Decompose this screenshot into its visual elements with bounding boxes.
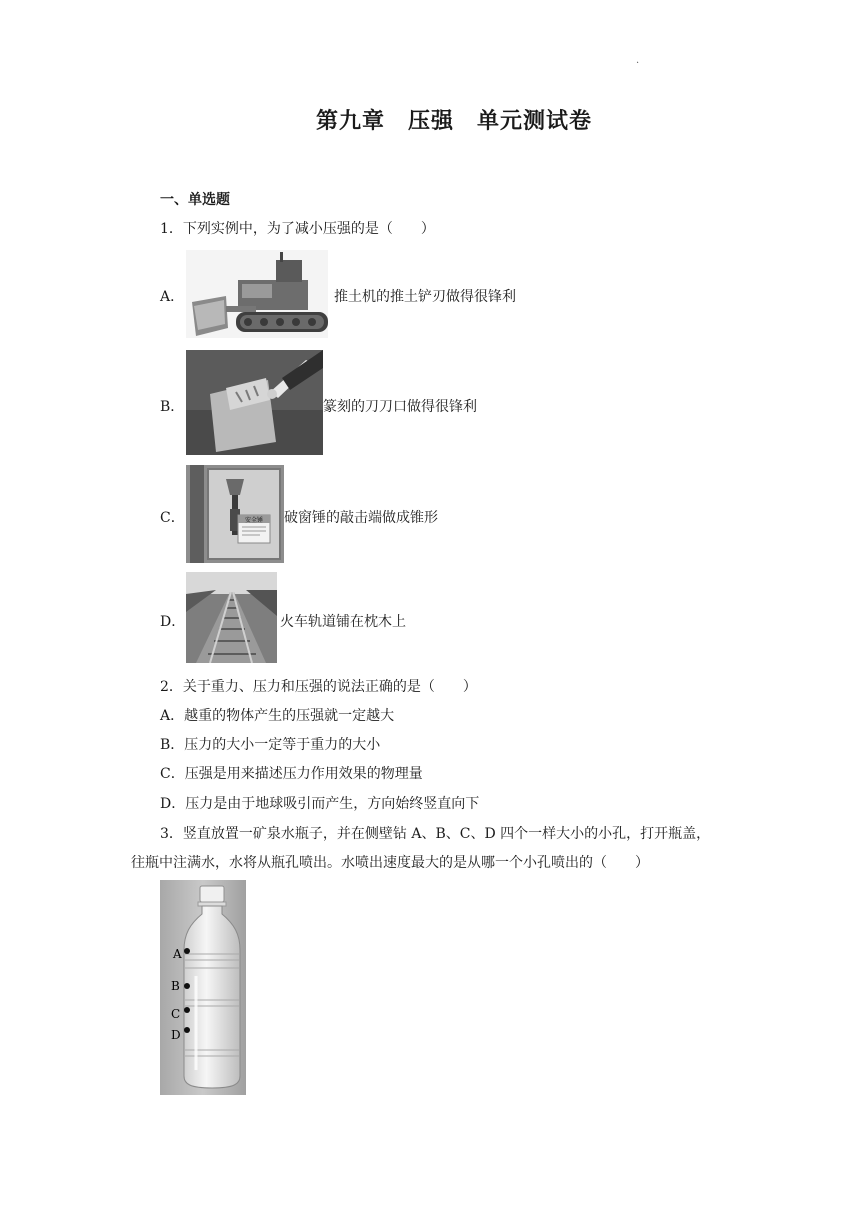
q1-option-a-letter: A． bbox=[160, 289, 185, 305]
bulldozer-photo bbox=[186, 250, 328, 338]
q1-option-d-letter: D． bbox=[160, 614, 186, 630]
hole-label-b: B bbox=[171, 979, 180, 993]
question-3-stem-line-2: 往瓶中注满水，水将从瓶孔喷出。水喷出速度最大的是从哪一个小孔喷出的（ ） bbox=[131, 855, 649, 871]
question-2-stem: 2．关于重力、压力和压强的说法正确的是（ ） bbox=[160, 679, 477, 695]
section-heading: 一、单选题 bbox=[160, 192, 230, 208]
hole-label-d: D bbox=[171, 1028, 181, 1042]
q1-option-c-letter: C． bbox=[160, 510, 185, 526]
question-1-stem: 1．下列实例中，为了减小压强的是（ ） bbox=[160, 221, 435, 237]
q1-option-b-text: 篆刻的刀刀口做得很锋利 bbox=[323, 399, 477, 415]
hammer-sign-label: 安全锤 bbox=[244, 517, 264, 524]
window-hammer-photo bbox=[186, 465, 284, 563]
q1-option-b-letter: B． bbox=[160, 399, 185, 415]
page-title: 第九章 压强 单元测试卷 bbox=[315, 108, 592, 134]
q1-option-c-text: 破窗锤的敲击端做成锥形 bbox=[284, 510, 438, 526]
water-bottle-photo bbox=[160, 880, 246, 1095]
q1-option-a-text: 推土机的推土铲刃做得很锋利 bbox=[334, 289, 516, 305]
seal-carving-photo bbox=[186, 350, 323, 455]
railway-track-photo bbox=[186, 572, 277, 663]
question-3-stem-line-1: 3．竖直放置一矿泉水瓶子，并在侧壁钻 A、B、C、D 四个一样大小的小孔，打开瓶盖， bbox=[160, 826, 711, 842]
corner-mark: · bbox=[636, 58, 640, 69]
hole-label-c: C bbox=[171, 1007, 181, 1021]
q1-option-d-text: 火车轨道铺在枕木上 bbox=[280, 614, 406, 630]
q2-option-c: C．压强是用来描述压力作用效果的物理量 bbox=[160, 766, 423, 782]
q2-option-a: A．越重的物体产生的压强就一定越大 bbox=[160, 708, 395, 724]
q2-option-b: B．压力的大小一定等于重力的大小 bbox=[160, 737, 381, 753]
q2-option-d: D．压力是由于地球吸引而产生，方向始终竖直向下 bbox=[160, 796, 480, 812]
hole-label-a: A bbox=[173, 947, 182, 961]
